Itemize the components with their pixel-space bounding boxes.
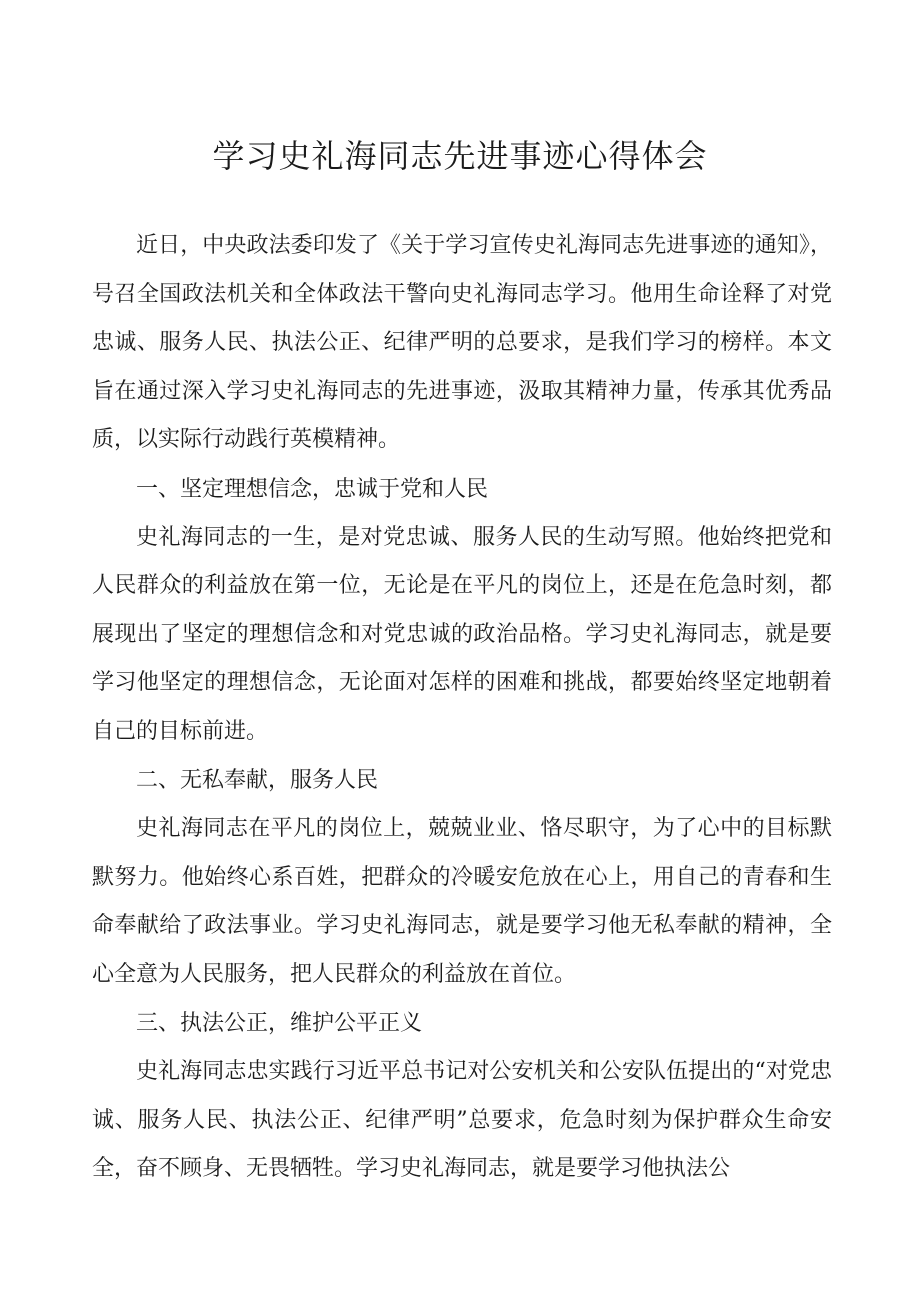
section-2-paragraph: 史礼海同志在平凡的岗位上，兢兢业业、恪尽职守，为了心中的目标默默努力。他始终心系百姓，把群众的冷暖安危放在心上，用自己的青春和生命奉献给了政法事业。学习史礼海同志，就是要学习他无私奉献的精神，全心全意为人民服务，把人民群众的利益放在首位。	[92, 816, 832, 987]
section-1-heading: 一、坚定理想信念，忠诚于党和人民	[136, 476, 489, 502]
section-3-heading: 三、执法公正，维护公平正义	[136, 1011, 423, 1036]
section-3-paragraph: 史礼海同志忠实践行习近平总书记对公安机关和公安队伍提出的“对党忠诚、服务人民、执法公正、纪律严明”总要求，危急时刻为保护群众生命安全，奋不顾身、无畏牺牲。学习史礼海同志，就是要学习他执法公	[92, 1059, 832, 1181]
section-2-heading: 二、无私奉献，服务人民	[136, 768, 379, 793]
intro-paragraph: 近日，中央政法委印发了《关于学习宣传史礼海同志先进事迹的通知》，号召全国政法机关和全体政法干警向史礼海同志学习。他用生命诠释了对党忠诚、服务人民、执法公正、纪律严明的总要求，是我们学习的榜样。本文旨在通过深入学习史礼海同志的先进事迹，汲取其精神力量，传承其优秀品质，以实际行动践行英模精神。	[92, 233, 832, 452]
document-body	[92, 222, 832, 1194]
document-title: 学习史礼海同志先进事迹心得体会	[212, 137, 708, 175]
section-1-paragraph: 史礼海同志的一生，是对党忠诚、服务人民的生动写照。他始终把党和人民群众的利益放在第一位，无论是在平凡的岗位上，还是在危急时刻，都展现出了坚定的理想信念和对党忠诚的政治品格。学习史礼海同志，就是要学习他坚定的理想信念，无论面对怎样的困难和挑战，都要始终坚定地朝着自己的目标前进。	[92, 524, 832, 744]
